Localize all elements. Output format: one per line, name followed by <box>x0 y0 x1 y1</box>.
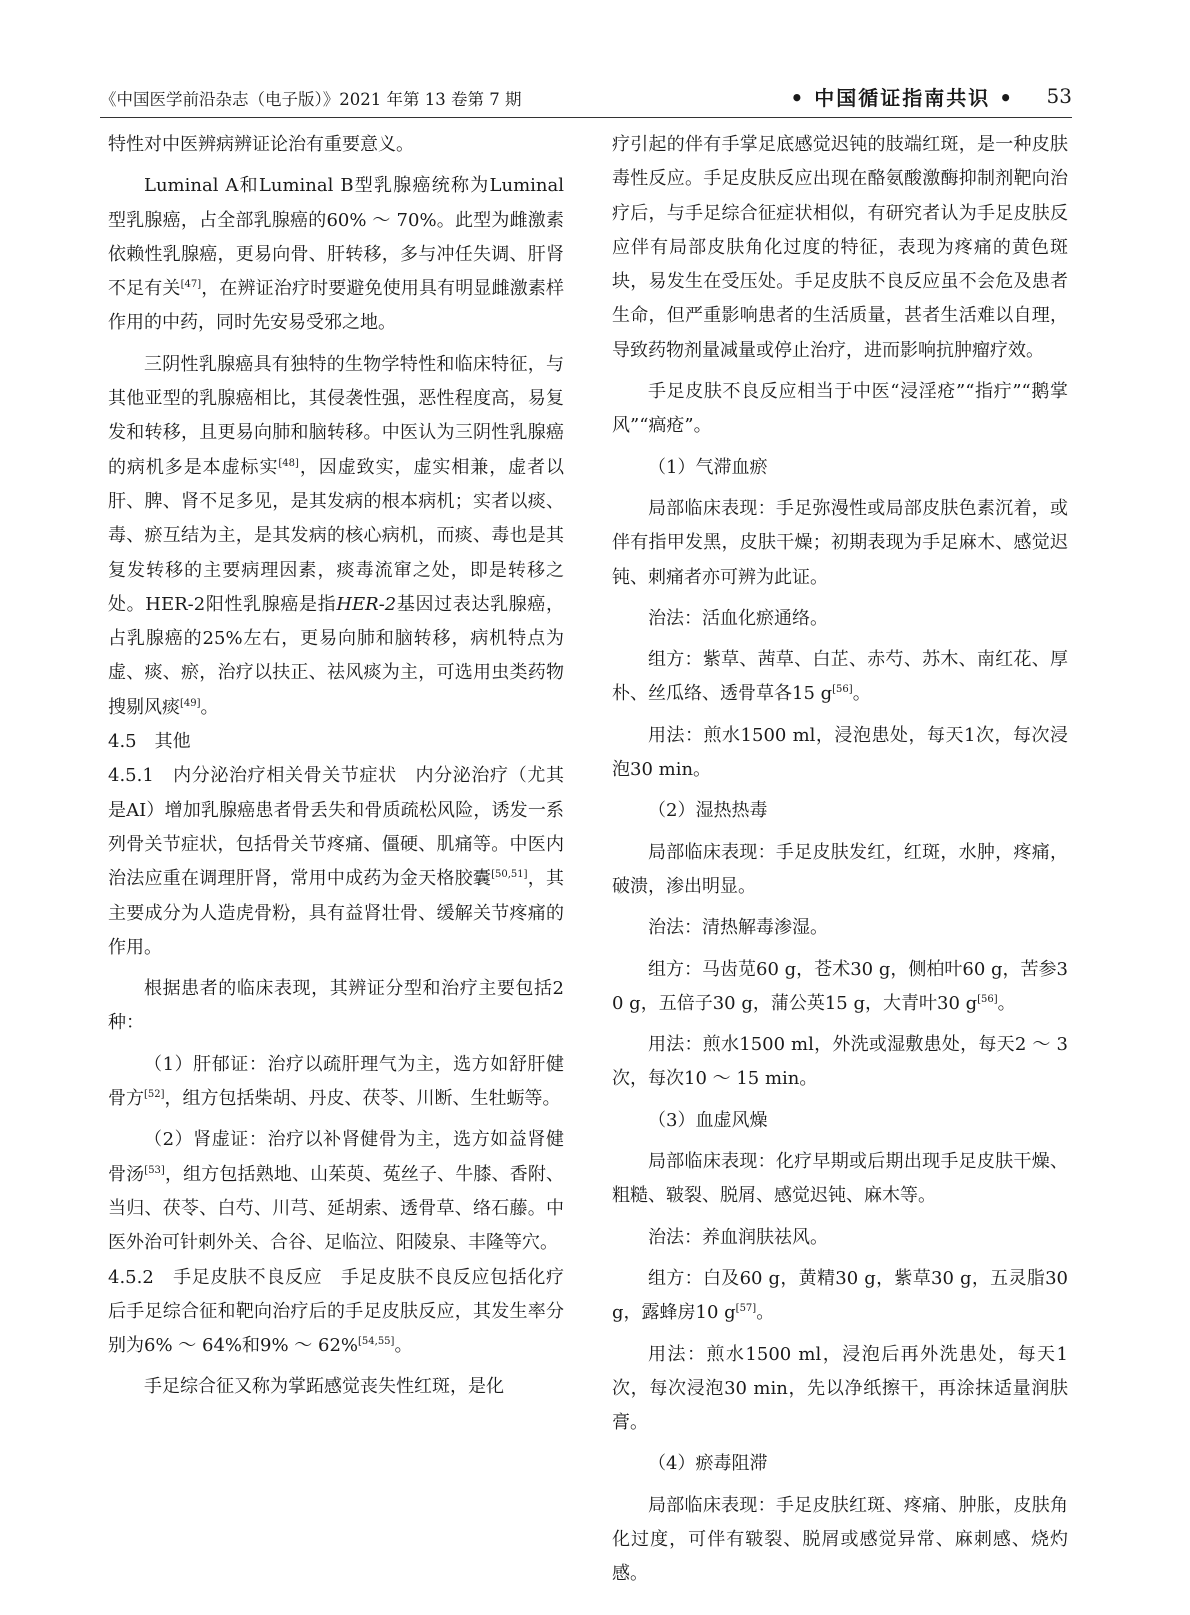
subheading: （2）湿热热毒 <box>648 800 768 822</box>
citation: [49] <box>180 697 201 709</box>
citation: [47] <box>180 279 202 291</box>
paragraph: 局部临床表现：手足皮肤红斑、疼痛、肿胀，皮肤角化过度，可伴有皲裂、脱屑或感觉异常、麻刺感、烧灼感。 <box>612 1494 1068 1585</box>
citation: [57] <box>735 1303 757 1315</box>
section-title: • 中国循证指南共识 • <box>790 86 1014 110</box>
paragraph: 局部临床表现：化疗早期或后期出现手足皮肤干燥、粗糙、皲裂、脱屑、感觉迟钝、麻木等。 <box>612 1151 1068 1207</box>
citation: [53] <box>144 1164 165 1176</box>
paragraph-formula: 组方：马齿苋60 g，苍术30 g，侧柏叶60 g，苦参30 g，五倍子30 g，蒲公英15 g，大青叶30 g[56]。 <box>612 958 1068 1014</box>
subheading: （1）气滞血瘀 <box>648 456 768 478</box>
left-column <box>108 128 564 1405</box>
right-column <box>612 128 1068 1592</box>
paragraph-liver-stagnation: （1）肝郁证：治疗以疏肝理气为主，选方如舒肝健骨方[52]，组方包括柴胡、丹皮、茯苓、川断、生牡蛎等。 <box>108 1053 564 1110</box>
paragraph-4-5-1: 4.5.1 内分泌治疗相关骨关节症状 内分泌治疗（尤其是AI）增加乳腺癌患者骨丢失和骨质疏松风险，诱发一系列骨关节症状，包括骨关节疼痛、僵硬、肌痛等。中医内治法应重在调理肝肾，常用中成药为金天格胶囊[50,51]，其主要成分为人造虎骨粉，具有益肾壮骨、缓解关节疼痛的作用。 <box>108 765 564 958</box>
citation: [48] <box>278 457 299 469</box>
citation: [54,55] <box>358 1336 395 1348</box>
subheading: （3）血虚风燥 <box>648 1109 768 1131</box>
page-number: 53 <box>1046 84 1072 108</box>
paragraph: 手足综合征又称为掌跖感觉丧失性红斑，是化 <box>144 1376 504 1398</box>
citation: [52] <box>144 1089 165 1101</box>
paragraph: 手足皮肤不良反应相当于中医“浸淫疮”“指疔”“鹅掌风”“瘑疮”。 <box>612 381 1068 437</box>
paragraph: 治法：清热解毒渗湿。 <box>648 917 828 939</box>
citation: [56] <box>832 684 853 696</box>
paragraph-luminal: Luminal A和Luminal B型乳腺癌统称为Luminal型乳腺癌，占全部乳腺癌的60% ～ 70%。此型为雌激素依赖性乳腺癌，更易向骨、肝转移，多与冲任失调、肝肾不足有关[47]，在辨证治疗时要避免使用具有明显雌激素样作用的中药，同时先安易受邪之地。 <box>108 175 564 334</box>
section-heading-4-5: 4.5 其他 <box>108 731 191 753</box>
paragraph: 治法：养血润肤祛风。 <box>648 1226 828 1248</box>
subheading: （4）瘀毒阻滞 <box>648 1453 768 1475</box>
paragraph: 用法：煎水1500 ml，外洗或湿敷患处，每天2 ～ 3次，每次10 ～ 15 min。 <box>612 1034 1068 1090</box>
paragraph-4-5-2: 4.5.2 手足皮肤不良反应 手足皮肤不良反应包括化疗后手足综合征和靶向治疗后的手足皮肤反应，其发生率分别为6% ～ 64%和9% ～ 62%[54,55]。 <box>108 1266 564 1357</box>
paragraph: 疗引起的伴有手掌足底感觉迟钝的肢端红斑，是一种皮肤毒性反应。手足皮肤反应出现在酪氨酸激酶抑制剂靶向治疗后，与手足综合征症状相似，有研究者认为手足皮肤反应伴有局部皮肤角化过度的特征，表现为疼痛的黄色斑块，易发生在受压处。手足皮肤不良反应虽不会危及患者生命，但严重影响患者的生活质量，甚者生活难以自理，导致药物剂量减量或停止治疗，进而影响抗肿瘤疗效。 <box>612 134 1068 361</box>
paragraph-formula: 组方：紫草、茜草、白芷、赤芍、苏木、南红花、厚朴、丝瓜络、透骨草各15 g[56]。 <box>612 649 1068 705</box>
paragraph: 用法：煎水1500 ml，浸泡后再外洗患处，每天1次，每次浸泡30 min，先以净纸擦干，再涂抹适量润肤膏。 <box>612 1343 1068 1434</box>
citation: [56] <box>977 993 998 1005</box>
header-rule <box>100 117 1072 118</box>
paragraph: 根据患者的临床表现，其辨证分型和治疗主要包括2种： <box>108 978 564 1034</box>
paragraph: 治法：活血化瘀通络。 <box>648 607 828 629</box>
journal-citation: 《中国医学前沿杂志（电子版）》2021 年第 13 卷第 7 期 <box>100 90 522 109</box>
paragraph: 局部临床表现：手足弥漫性或局部皮肤色素沉着，或伴有指甲发黑，皮肤干燥；初期表现为手足麻木、感觉迟钝、刺痛者亦可辨为此证。 <box>612 497 1068 588</box>
paragraph: 局部临床表现：手足皮肤发红，红斑，水肿，疼痛，破溃，渗出明显。 <box>612 841 1068 897</box>
paragraph: 用法：煎水1500 ml，浸泡患处，每天1次，每次浸泡30 min。 <box>612 724 1068 781</box>
paragraph-triple-negative: 三阴性乳腺癌具有独特的生物学特性和临床特征，与其他亚型的乳腺癌相比，其侵袭性强，恶性程度高，易复发和转移，且更易向肺和脑转移。中医认为三阴性乳腺癌的病机多是本虚标实[48]，因虚致实，虚实相兼，虚者以肝、脾、肾不足多见，是其发病的根本病机；实者以痰、毒、瘀互结为主，是其发病的核心病机，而痰、毒也是其复发转移的主要病理因素，痰毒流窜之处，即是转移之处。HER-2阳性乳腺癌是指HER-2基因过表达乳腺癌，占乳腺癌的25%左右，更易向肺和脑转移，病机特点为虚、痰、瘀，治疗以扶正、祛风痰为主，可选用虫类药物搜剔风痰[49]。 <box>108 353 565 718</box>
paragraph-formula: 组方：白及60 g，黄精30 g，紫草30 g，五灵脂30 g，露蜂房10 g[57]。 <box>612 1267 1068 1324</box>
citation: [50,51] <box>491 869 528 881</box>
page-header <box>100 78 1072 112</box>
gene-name: HER-2 <box>336 593 397 615</box>
paragraph: 特性对中医辨病辨证论治有重要意义。 <box>108 134 414 155</box>
paragraph-kidney-deficiency: （2）肾虚证：治疗以补肾健骨为主，选方如益肾健骨汤[53]，组方包括熟地、山茱萸、菟丝子、牛膝、香附、当归、茯苓、白芍、川芎、延胡索、透骨草、络石藤。中医外治可针刺外关、合谷、足临泣、阳陵泉、丰隆等穴。 <box>108 1129 565 1254</box>
